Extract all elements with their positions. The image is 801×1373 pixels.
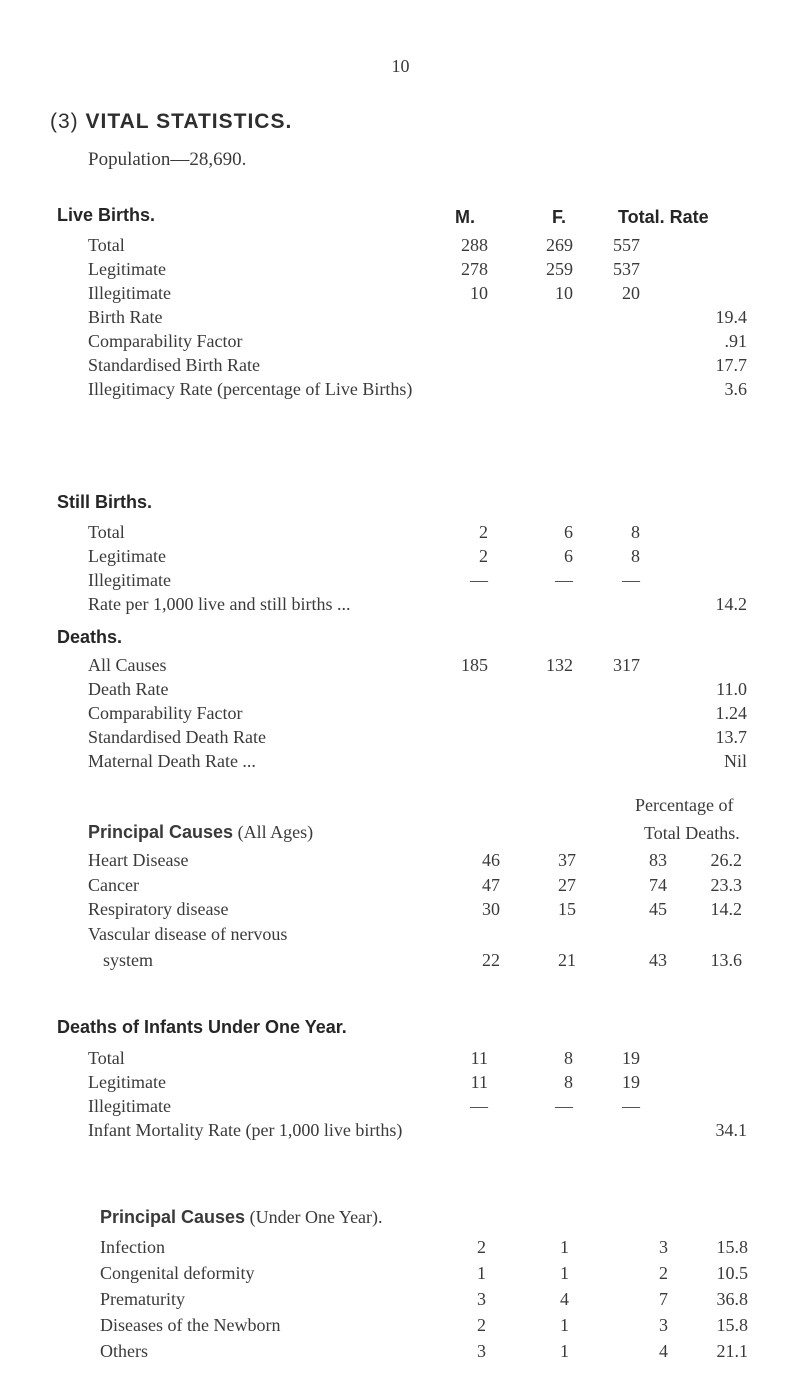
- infant-cause-f: 1: [560, 1263, 569, 1283]
- row-label: Standardised Birth Rate: [88, 355, 260, 375]
- header-total-rate: Total. Rate: [618, 207, 709, 227]
- row-label: Death Rate: [88, 679, 169, 699]
- value-total: 19: [622, 1072, 640, 1092]
- infant-cause-m: 1: [477, 1263, 486, 1283]
- value-f: 269: [546, 235, 573, 255]
- cause-pct: 14.2: [710, 899, 742, 919]
- infant-cause-f: 1: [560, 1315, 569, 1335]
- value-total: 537: [613, 259, 640, 279]
- cause-label: Heart Disease: [88, 850, 189, 870]
- cause-label: Cancer: [88, 874, 139, 895]
- infant-cause-m: 2: [477, 1237, 486, 1257]
- section-number: (3): [50, 110, 79, 133]
- infant-cause-m: 2: [477, 1315, 486, 1335]
- value-m: 2: [479, 522, 488, 542]
- value-rate: Nil: [723, 751, 747, 771]
- row-label: Illegitimacy Rate (percentage of Live Births): [88, 379, 413, 399]
- infant-cause-pct: 36.8: [716, 1289, 748, 1309]
- pct-header-1: Percentage of: [635, 795, 734, 815]
- value-m: 185: [461, 655, 488, 675]
- infant-cause-pct: 15.8: [716, 1315, 748, 1335]
- infant-cause-label: Congenital deformity: [100, 1263, 255, 1283]
- cause-m: 46: [482, 850, 500, 870]
- infant-cause-m: 3: [477, 1289, 486, 1309]
- value-total: —: [622, 570, 640, 590]
- infant-cause-label: Diseases of the Newborn: [100, 1315, 281, 1335]
- value-rate: 17.7: [715, 355, 747, 375]
- header-f: F.: [552, 207, 567, 227]
- infant-cause-f: 4: [560, 1289, 569, 1309]
- infant-cause-label: Others: [100, 1341, 148, 1361]
- value-m: 2: [479, 546, 488, 566]
- header-m: M.: [455, 207, 475, 227]
- cause-pct: 26.2: [710, 850, 742, 870]
- infant-cause-pct: 10.5: [716, 1263, 748, 1283]
- value-m: —: [470, 570, 488, 590]
- cause-f: 21: [558, 949, 576, 970]
- cause-f: 15: [558, 899, 576, 919]
- cause-m: 47: [482, 874, 500, 895]
- infant-cause-total: 2: [659, 1263, 668, 1283]
- value-f: 6: [564, 522, 573, 542]
- principal-causes-rest: (All Ages): [233, 822, 314, 842]
- row-label: Comparability Factor: [88, 703, 243, 723]
- value-m: 10: [470, 283, 488, 303]
- value-rate: 11.0: [716, 679, 747, 699]
- cause-label: Respiratory disease: [88, 899, 229, 919]
- infant-cause-label: Infection: [100, 1237, 165, 1257]
- value-total: 317: [613, 655, 640, 675]
- row-label: Comparability Factor: [88, 331, 243, 351]
- value-total: 8: [631, 546, 640, 566]
- row-label: Maternal Death Rate ...: [88, 751, 256, 771]
- row-label: Legitimate: [88, 546, 166, 566]
- value-f: —: [555, 570, 573, 590]
- value-rate: 13.7: [715, 727, 747, 747]
- cause-m: 22: [482, 949, 500, 970]
- infant-cause-m: 3: [477, 1341, 486, 1361]
- live-births-title: Live Births.: [57, 205, 156, 225]
- infant-causes-title: [100, 1207, 383, 1228]
- row-label: Total: [88, 522, 125, 542]
- value-f: 132: [546, 655, 573, 675]
- infant-cause-total: 3: [659, 1315, 668, 1335]
- infant-cause-total: 7: [659, 1289, 668, 1309]
- row-label: All Causes: [88, 655, 167, 675]
- infant-causes-rest: (Under One Year).: [245, 1207, 383, 1227]
- value-f: 10: [555, 283, 573, 303]
- value-f: 8: [564, 1048, 573, 1068]
- value-f: 8: [564, 1072, 573, 1092]
- row-label: Illegitimate: [88, 283, 171, 303]
- infant-cause-f: 1: [560, 1341, 569, 1361]
- infant-cause-pct: 21.1: [716, 1341, 748, 1361]
- principal-causes-bold: Principal Causes: [88, 822, 234, 842]
- infant-cause-total: 4: [659, 1341, 668, 1361]
- section-title: VITAL STATISTICS.: [85, 110, 293, 133]
- row-label: Rate per 1,000 live and still births ...: [88, 594, 351, 614]
- row-label: Legitimate: [88, 1072, 166, 1092]
- cause-pct: 13.6: [710, 949, 742, 970]
- section-heading: [50, 110, 292, 134]
- row-label: Standardised Death Rate: [88, 727, 266, 747]
- cause-pct: 23.3: [710, 874, 742, 895]
- row-label: Illegitimate: [88, 570, 171, 590]
- value-m: 278: [461, 259, 488, 279]
- infant-cause-label: Prematurity: [100, 1289, 185, 1309]
- still-births-title: Still Births.: [57, 492, 153, 512]
- cause-total: 43: [649, 949, 667, 970]
- value-total: 557: [613, 235, 640, 255]
- principal-causes-title: [88, 822, 313, 843]
- page-number: 10: [391, 56, 410, 76]
- value-rate: 19.4: [715, 307, 747, 327]
- row-label: Legitimate: [88, 259, 166, 279]
- infant-cause-f: 1: [560, 1237, 569, 1257]
- row-label: Total: [88, 235, 125, 255]
- deaths-title: Deaths.: [57, 627, 123, 647]
- infant-cause-total: 3: [659, 1237, 668, 1257]
- cause-f: 37: [558, 850, 576, 870]
- value-f: 259: [546, 259, 573, 279]
- population-line: Population—28,690.: [88, 149, 247, 170]
- value-f: —: [555, 1096, 573, 1116]
- row-label: Illegitimate: [88, 1096, 171, 1116]
- cause-label-cont: system: [103, 949, 154, 970]
- value-rate: 14.2: [715, 594, 747, 614]
- row-label: Birth Rate: [88, 307, 163, 327]
- value-m: 288: [461, 235, 488, 255]
- value-total: 19: [622, 1048, 640, 1068]
- value-rate: 1.24: [715, 703, 747, 723]
- pct-header-2: Total Deaths.: [644, 823, 740, 843]
- value-total: —: [622, 1096, 640, 1116]
- cause-f: 27: [558, 874, 576, 895]
- infant-causes-bold: Principal Causes: [100, 1207, 246, 1227]
- row-label: Total: [88, 1048, 125, 1068]
- value-total: 20: [622, 283, 640, 303]
- infant-deaths-title: Deaths of Infants Under One Year.: [57, 1017, 347, 1037]
- value-total: 8: [631, 522, 640, 542]
- value-rate: 3.6: [724, 379, 747, 399]
- cause-total: 45: [649, 899, 667, 919]
- row-label: Infant Mortality Rate (per 1,000 live births): [88, 1120, 403, 1140]
- infant-cause-pct: 15.8: [716, 1237, 748, 1257]
- cause-label: Vascular disease of nervous: [88, 923, 288, 944]
- value-rate: 34.1: [715, 1120, 747, 1140]
- cause-total: 74: [649, 874, 667, 895]
- cause-total: 83: [649, 850, 667, 870]
- value-rate: .91: [724, 331, 747, 351]
- value-m: —: [470, 1096, 488, 1116]
- cause-m: 30: [482, 899, 500, 919]
- value-m: 11: [470, 1048, 488, 1068]
- value-m: 11: [470, 1072, 488, 1092]
- value-f: 6: [564, 546, 573, 566]
